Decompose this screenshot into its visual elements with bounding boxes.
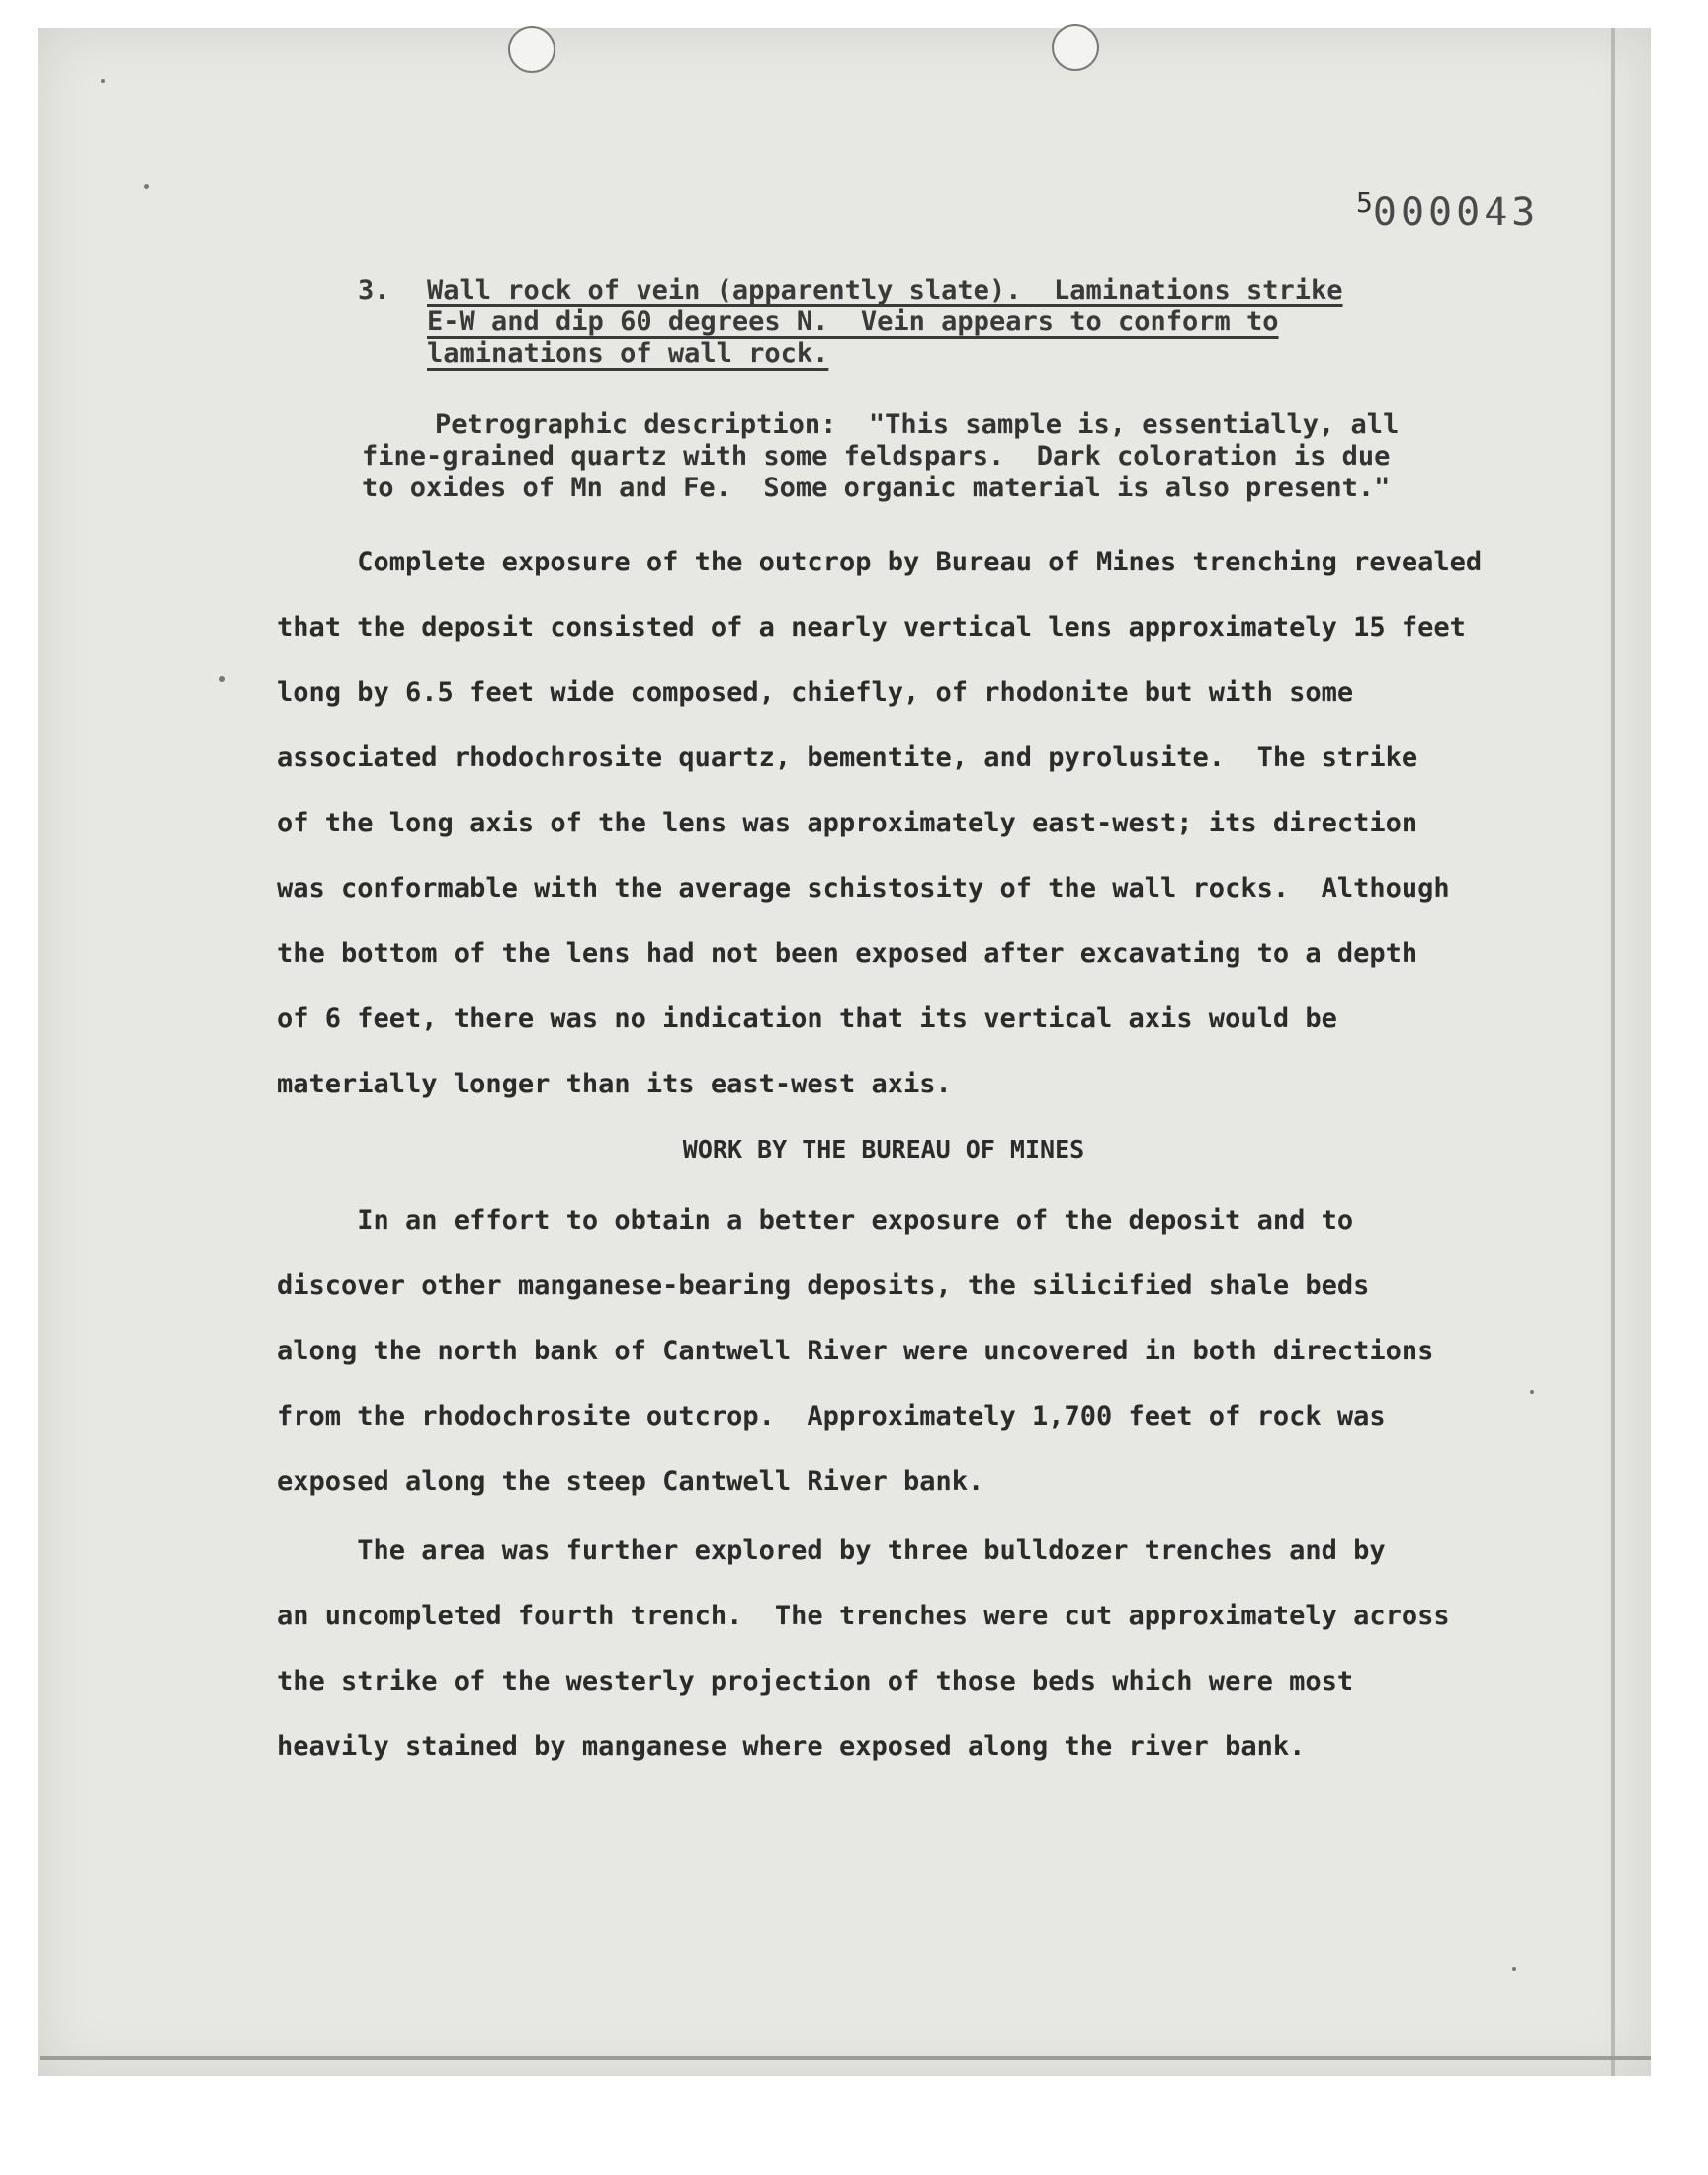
- scan-speck: [101, 79, 105, 83]
- paragraph-line: discover other manganese-bearing deposits, the silicified shale beds: [277, 1270, 1370, 1301]
- paragraph-line: exposed along the steep Cantwell River bank.: [277, 1466, 984, 1497]
- item-line: E-W and dip 60 degrees N. Vein appears to conform to: [427, 306, 1279, 337]
- quote-line: to oxides of Mn and Fe. Some organic material is also present.": [362, 473, 1391, 503]
- paragraph-line: long by 6.5 feet wide composed, chiefly, of rhodonite but with some: [277, 677, 1354, 708]
- quote-line: Petrographic description: "This sample is, essentially, all: [435, 409, 1400, 440]
- paragraph-trenches: [277, 1519, 1522, 1780]
- paragraph-line: that the deposit consisted of a nearly vertical lens approximately 15 feet: [277, 612, 1466, 643]
- item-line: laminations of wall rock.: [427, 338, 829, 369]
- paragraph-line: heavily stained by manganese where exposed along the river bank.: [277, 1731, 1306, 1762]
- page-number-prefix: 5: [1356, 186, 1373, 218]
- quote-line: fine-grained quartz with some feldspars. Dark coloration is due: [362, 441, 1391, 472]
- scan-speck: [1530, 1390, 1534, 1394]
- item-number: 3.: [358, 275, 390, 305]
- paragraph-line: of the long axis of the lens was approximately east-west; its direction: [277, 808, 1418, 838]
- paragraph-line: The area was further explored by three bulldozer trenches and by: [277, 1535, 1386, 1566]
- page-number: [1356, 186, 1539, 235]
- punch-hole-right: [1052, 24, 1099, 71]
- paragraph-line: the strike of the westerly projection of those beds which were most: [277, 1666, 1354, 1696]
- scan-speck: [219, 676, 225, 682]
- paragraph-line: the bottom of the lens had not been exposed after excavating to a depth: [277, 938, 1418, 969]
- paragraph-line: along the north bank of Cantwell River were uncovered in both directions: [277, 1336, 1434, 1366]
- paragraph-exposure: [277, 530, 1522, 1117]
- petrographic-description: [283, 409, 1449, 504]
- item-line: Wall rock of vein (apparently slate). Laminations strike: [427, 275, 1343, 305]
- page-bottom-edge: [40, 2056, 1651, 2060]
- section-heading: [0, 1135, 1708, 1164]
- paragraph-line: materially longer than its east-west axis.: [277, 1069, 952, 1099]
- paragraph-bureau-work: [277, 1188, 1522, 1515]
- paragraph-line: In an effort to obtain a better exposure of the deposit and to: [277, 1205, 1354, 1236]
- punch-hole-left: [508, 26, 555, 73]
- paragraph-line: was conformable with the average schistosity of the wall rocks. Although: [277, 873, 1450, 904]
- paragraph-line: of 6 feet, there was no indication that its vertical axis would be: [277, 1003, 1337, 1034]
- paragraph-line: associated rhodochrosite quartz, bementite, and pyrolusite. The strike: [277, 742, 1418, 773]
- scan-speck: [144, 184, 149, 189]
- paragraph-line: Complete exposure of the outcrop by Bureau of Mines trenching revealed: [277, 547, 1483, 577]
- paragraph-line: an uncompleted fourth trench. The trenches were cut approximately across: [277, 1601, 1450, 1631]
- scan-speck: [1512, 1967, 1516, 1971]
- page-edge: [1611, 28, 1615, 2076]
- paragraph-line: from the rhodochrosite outcrop. Approximately 1,700 feet of rock was: [277, 1401, 1386, 1432]
- section-heading-text: WORK BY THE BUREAU OF MINES: [682, 1135, 1085, 1164]
- page-number-value: 000043: [1372, 190, 1540, 235]
- item-text: [427, 275, 1415, 370]
